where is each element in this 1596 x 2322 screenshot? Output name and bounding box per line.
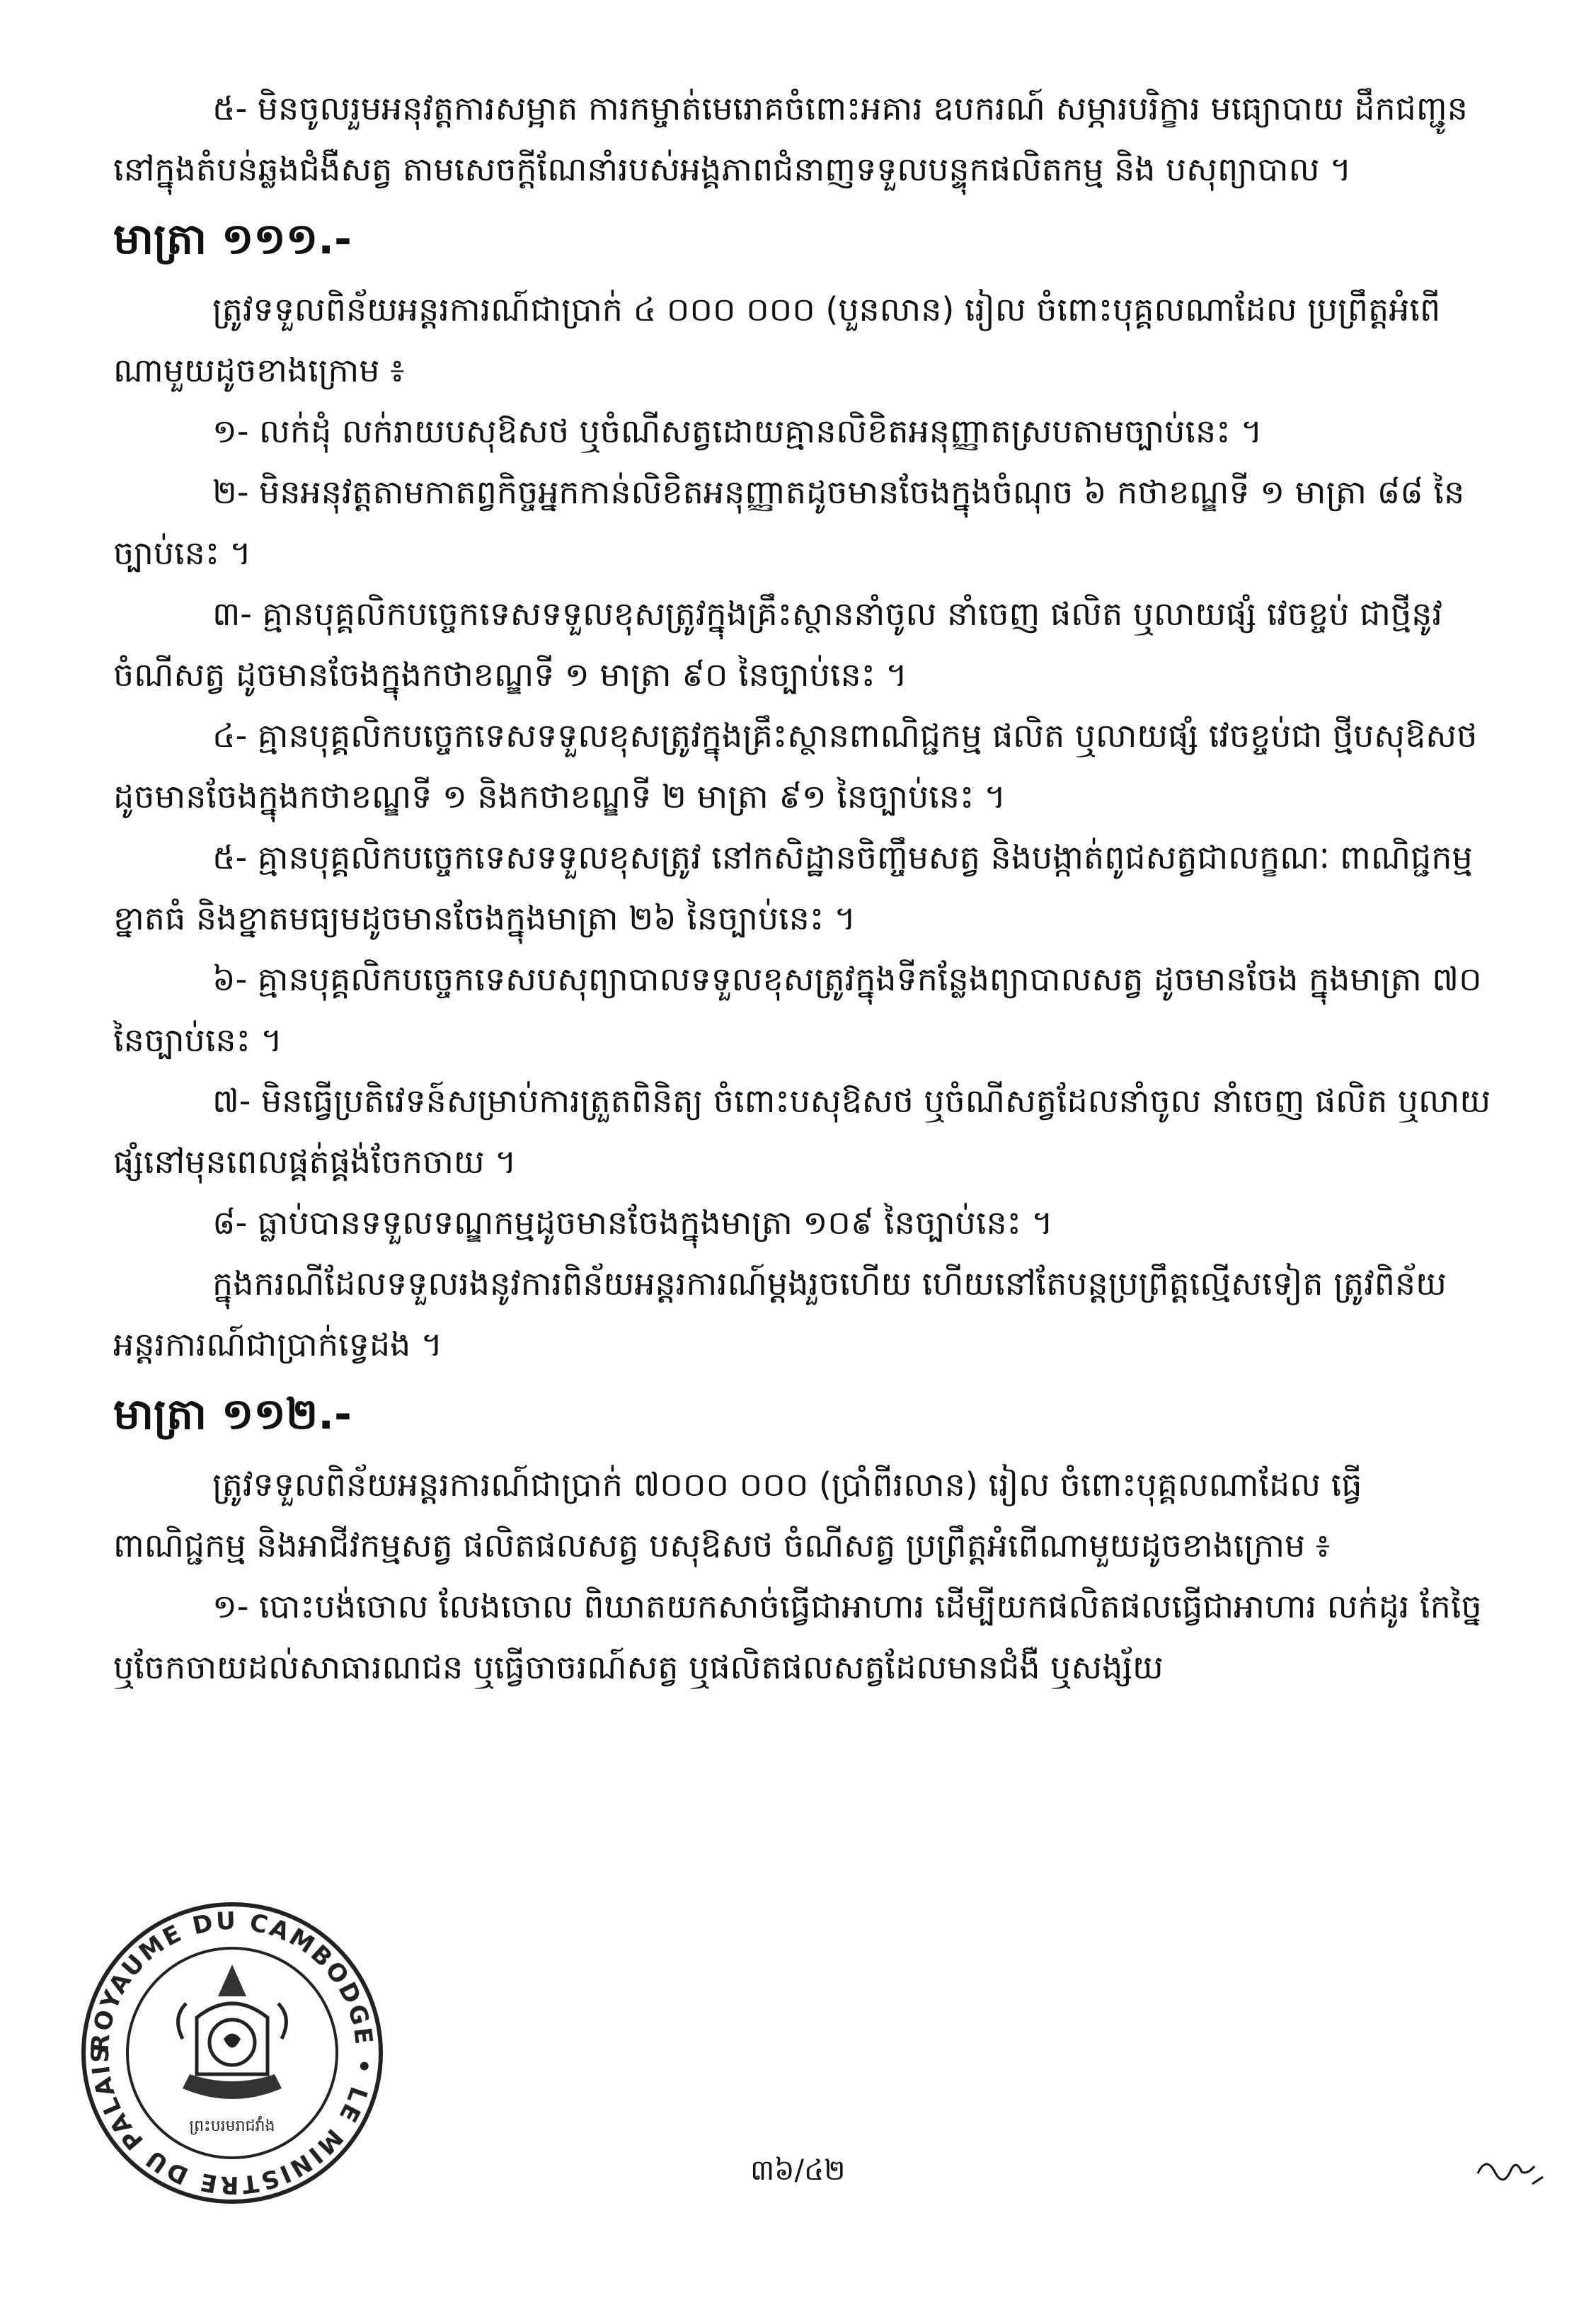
article-111-item-3: ៣- គ្មានបុគ្គលិកបច្ចេកទេសទទួលខុសត្រូវក្នុងគ្រឹះស្ថាននាំចូល នាំចេញ ផលិត ឬលាយផ្សំ វេចខ្ចប់ ជាថ្មីនូវចំណីសត្វ ដូចមានចែងក្នុងកថាខណ្ឌទី ១ មាត្រា ៩០ នៃច្បាប់នេះ ។ xyxy=(113,595,1442,694)
article-111-intro: ត្រូវទទួលពិន័យអន្តរការណ៍ជាប្រាក់ ៤ ០០០ ០០០ (បួនលាន) រៀល ចំពោះបុគ្គលណាដែល ប្រព្រឹត្តអំពើណាមួយដូចខាងក្រោម ៖ xyxy=(113,290,1441,389)
article-111-item-1: ១- លក់ដុំ លក់រាយបសុឱសថ ឬចំណីសត្វដោយគ្មានលិខិតអនុញ្ញាតស្របតាមច្បាប់នេះ ។ xyxy=(212,412,1263,450)
article-111-item-8: ៨- ធ្លាប់បានទទួលទណ្ឌកម្មដូចមានចែងក្នុងមាត្រា ១០៩ នៃច្បាប់នេះ ។ xyxy=(212,1203,1053,1242)
article-112-item-1: ១- បោះបង់ចោល លែងចោល ពិឃាតយកសាច់ធ្វើជាអាហារ ដើម្បីយកផលិតផលធ្វើជាអាហារ លក់ដូរ កែច្នៃ ឬចែកចាយដល់សាធារណជន ឬធ្វើចាចរណ៍សត្វ ឬផលិតផលសត្វដែលមានជំងឺ ឬសង្ស័យ xyxy=(113,1587,1482,1686)
royal-palace-seal xyxy=(76,1897,388,2209)
article-111-item-6: ៦- គ្មានបុគ្គលិកបច្ចេកទេសបសុព្យាបាលទទួលខុសត្រូវក្នុងទីកន្លែងព្យាបាលសត្វ ដូចមានចែង ក្នុងមាត្រា ៧០ នៃច្បាប់នេះ ។ xyxy=(113,960,1482,1059)
article-111-item-2: ២- មិនអនុវត្តតាមកាតព្វកិច្ចអ្នកកាន់លិខិតអនុញ្ញាតដូចមានចែងក្នុងចំណុច ៦ កថាខណ្ឌទី ១ មាត្រា ៨៨ នៃច្បាប់នេះ ។ xyxy=(113,473,1465,572)
article-111-closing: ក្នុងករណីដែលទទួលរងនូវការពិន័យអន្តរការណ៍ម្តងរួចហើយ ហើយនៅតែបន្តប្រព្រឹត្តល្មើសទៀត ត្រូវពិន័យអន្តរការណ៍ជាប្រាក់ទ្វេដង ។ xyxy=(113,1264,1447,1363)
svg-text:ព្រះបរមរាជវាំង: ព្រះបរមរាជវាំង xyxy=(189,2117,275,2135)
article-111-heading: មាត្រា ១១១.- xyxy=(113,215,352,264)
svg-text:ROYAUME DU CAMBODGE • LE MINIS: ROYAUME DU CAMBODGE • LE MINISTRE DU PALAIS xyxy=(86,1906,379,2200)
seal-emblem-icon xyxy=(76,1897,388,2209)
body-text xyxy=(113,78,1493,1698)
article-111-item-7: ៧- មិនធ្វើប្រតិវេទន៍សម្រាប់ការត្រួតពិនិត្យ ចំពោះបសុឱសថ ឬចំណីសត្វដែលនាំចូល នាំចេញ ផលិត ឬលាយផ្សំនៅមុនពេលផ្គត់ផ្គង់ចែកចាយ ។ xyxy=(113,1082,1491,1181)
article-112-intro: ត្រូវទទួលពិន័យអន្តរការណ៍ជាប្រាក់ ៧០០០ ០០០ (ប្រាំពីរលាន) រៀល ចំពោះបុគ្គលណាដែល ធ្វើពាណិជ្ជកម្ម និងអាជីវកម្មសត្វ ផលិតផលសត្វ បសុឱសថ ចំណីសត្វ ប្រព្រឹត្តអំពើណាមួយដូចខាងក្រោម ៖ xyxy=(113,1465,1362,1565)
page-number: ៣៦/៤២ xyxy=(750,2154,846,2187)
signature-icon xyxy=(1472,2145,1550,2195)
article-111-item-5: ៥- គ្មានបុគ្គលិកបច្ចេកទេសទទួលខុសត្រូវ នៅកសិដ្ឋានចិញ្ចឹមសត្វ និងបង្កាត់ពូជសត្វជាលក្ខណៈ ពាណិជ្ជកម្មខ្នាតធំ និងខ្នាតមធ្យមដូចមានចែងក្នុងមាត្រា ២៦ នៃច្បាប់នេះ ។ xyxy=(113,838,1473,937)
article-112-heading: មាត្រា ១១២.- xyxy=(113,1390,352,1439)
article-111-item-4: ៤- គ្មានបុគ្គលិកបច្ចេកទេសទទួលខុសត្រូវក្នុងគ្រឹះស្ថានពាណិជ្ជកម្ម ផលិត ឬលាយផ្សំ វេចខ្ចប់ជា ថ្មីបសុឱសថ ដូចមានចែងក្នុងកថាខណ្ឌទី ១ និងកថាខណ្ឌទី ២ មាត្រា ៩១ នៃច្បាប់នេះ ។ xyxy=(113,716,1478,816)
paragraph-item-5: ៥- មិនចូលរួមអនុវត្តការសម្អាត ការកម្ចាត់មេរោគចំពោះអគារ ឧបករណ៍ សម្ភារបរិក្ខារ មធ្យោបាយ ដឹកជញ្ជូននៅក្នុងតំបន់ឆ្លងជំងឺសត្វ តាមសេចក្តីណែនាំរបស់អង្គភាពជំនាញទទួលបន្ទុកផលិតកម្ម និង បសុព្យាបាល ។ xyxy=(113,89,1468,188)
